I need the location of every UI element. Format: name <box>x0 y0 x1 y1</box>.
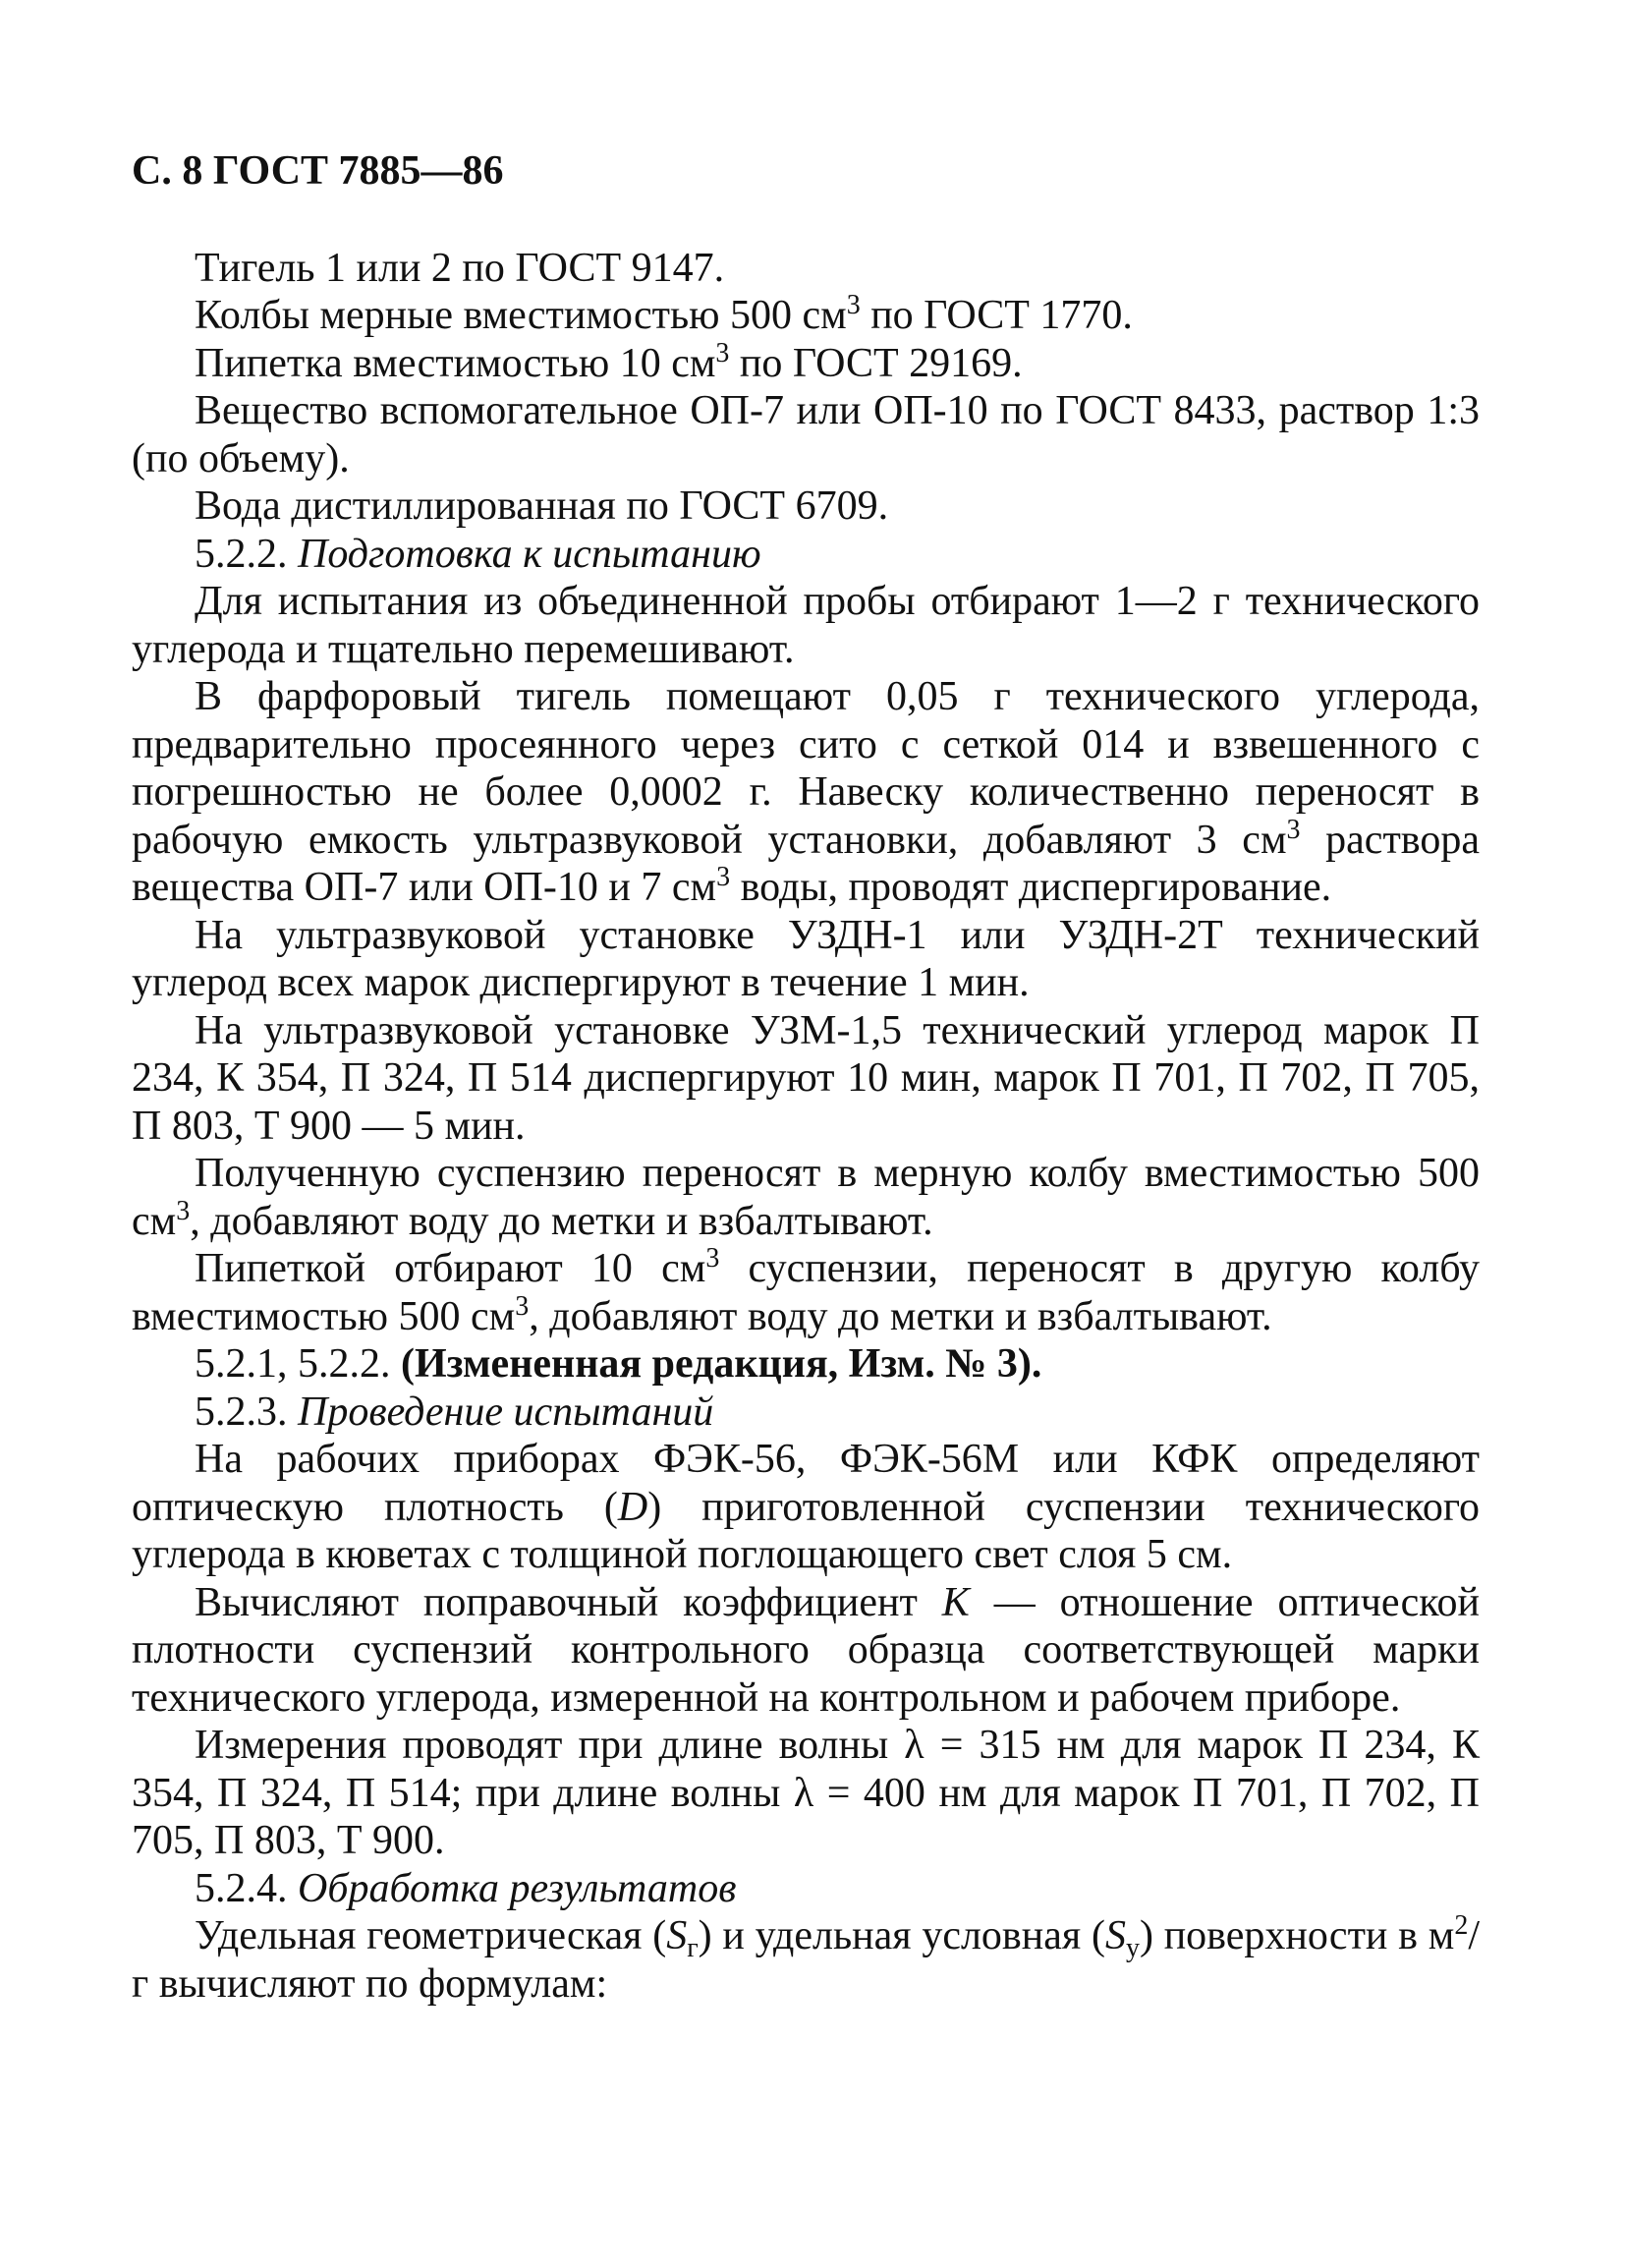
section-heading-5-2-4: 5.2.4. Обработка результатов <box>195 1865 737 1911</box>
section-heading-5-2-2: 5.2.2. Подготовка к испытанию <box>195 531 761 577</box>
section-heading-5-2-3: 5.2.3. Проведение испытаний <box>195 1389 714 1435</box>
paragraph: Полученную суспензию переносят в мерную колбу вместимостью 500 $см^3$, добавляют воду до метки и взбалтывают. <box>132 1151 1480 1244</box>
paragraph: Для испытания из объединенной пробы отбирают 1—2 г технического углерода и тщательно перемешивают. <box>132 579 1480 672</box>
paragraph: Колбы мерные вместимостью 500 $см^3$ по ГОСТ 1770. <box>195 290 1133 338</box>
paragraph: На ультразвуковой установке УЗМ-1,5 технический углерод марок П 234, К 354, П 324, П 514 диспергируют 10 мин, марок П 701, П 702, П 705, П 803, Т 900 — 5 мин. <box>132 1007 1480 1149</box>
paragraph: Тигель 1 или 2 по ГОСТ 9147. <box>195 245 725 291</box>
paragraph: Вода дистиллированная по ГОСТ 6709. <box>195 483 889 529</box>
paragraph: Вычисляют поправочный коэффициент K — отношение оптической плотности суспензий контрольного образца соответствующей марки технического углерода, измеренной на контрольном и рабочем приборе. <box>132 1579 1480 1721</box>
page-header: С. 8 ГОСТ 7885—86 <box>132 148 504 194</box>
amendment-note: 5.2.1, 5.2.2. (Измененная редакция, Изм. № 3). <box>195 1341 1042 1387</box>
paragraph: Измерения проводят при длине волны λ = 315 нм для марок П 234, К 354, П 324, П 514; при длине волны λ = 400 нм для марок П 701, П 702, П 705, П 803, Т 900. <box>132 1723 1480 1863</box>
paragraph: Вещество вспомогательное ОП-7 или ОП-10 по ГОСТ 8433, раствор 1:3 (по объему). <box>132 388 1480 482</box>
page-content <box>132 147 1480 2008</box>
paragraph: Пипеткой отбирают 10 $см^3$ суспензии, переносят в другую колбу вместимостью 500 $см^3$, добавляют воду до метки и взбалтывают. <box>132 1243 1480 1339</box>
paragraph: Пипетка вместимостью 10 $см^3$ по ГОСТ 29169. <box>195 337 1023 386</box>
paragraph: В фарфоровый тигель помещают 0,05 г технического углерода, предварительно просеянного через сито с сеткой 014 и взвешенного с погрешностью не более 0,0002 г. Навеску количественно переносят в рабочую емкость ультразвуковой установки, добавляют 3 $см^3$ раствора вещества ОП-7 или ОП-10 и 7 $см^3$ воды, проводят диспергирование. <box>132 674 1480 910</box>
paragraph: На ультразвуковой установке УЗДН-1 или УЗДН-2Т технический углерод всех марок диспергируют в течение 1 мин. <box>132 912 1480 1005</box>
paragraph: Удельная геометрическая $(S_г)$ и удельная условная $(S_у)$ поверхности в $м^2/г$ вычисляют по формулам: <box>132 1910 1481 2007</box>
paragraph: На рабочих приборах ФЭК-56, ФЭК-56М или КФК определяют оптическую плотность (D) приготовленной суспензии технического углерода в кюветах с толщиной поглощающего свет слоя 5 см. <box>132 1437 1481 1577</box>
